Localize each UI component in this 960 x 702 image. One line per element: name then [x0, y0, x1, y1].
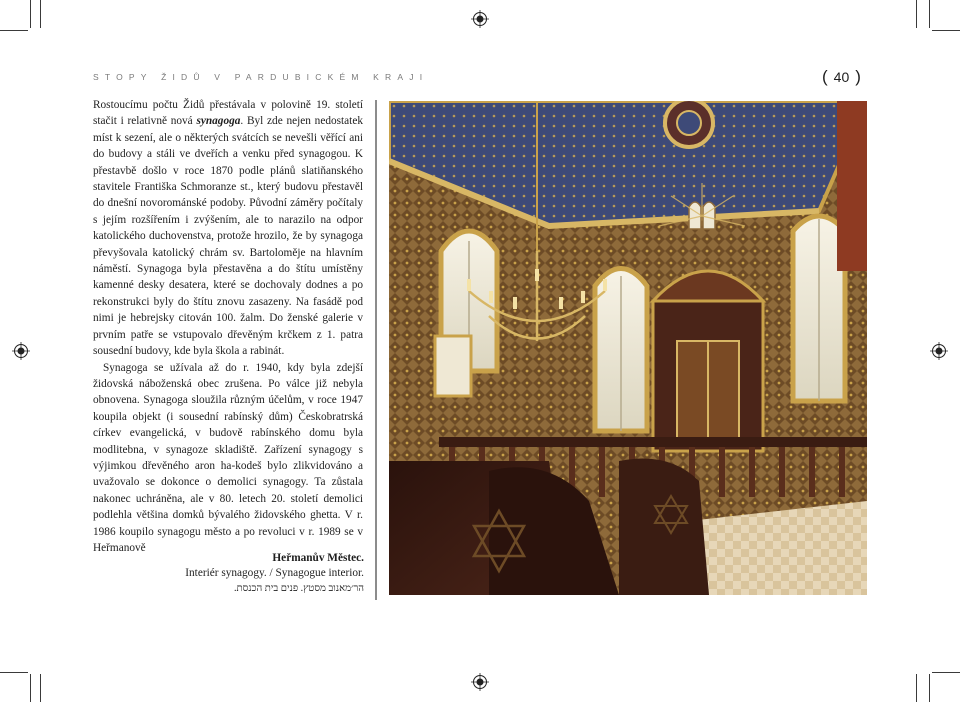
column-rule: [375, 100, 377, 600]
crop-mark-top-left-h: [0, 30, 28, 31]
page-number-value: 40: [833, 69, 850, 85]
crop-mark-top-right-v: [929, 0, 930, 28]
paragraph-2: Synagoga se užívala až do r. 1940, kdy byla zdejší židovská náboženská obec zrušena. Po válce již nebyla obnovena. Synagoga sloužila různým účelům, v roce 1947 koupila objekt (i sousední rabínský dům) Českobratrská církev evangelická, v budově rabínského domu byla modlitebna, v synagoze skladiště. Zařízení synagogy s výjimkou dřevěného aron ha-kodeš bylo zlikvidováno a uvažovalo se dokonce o demolici synagogy. Ta zůstala nakonec uchráněna, ale v 80. letech 20. století demolici podlehla většina domků bývalého židovského ghetta. V r. 1986 koupilo synagogu město a po revoluci v r. 1989 se v Heřmanově: [93, 361, 363, 554]
crop-mark-bottom-left-h: [0, 672, 28, 673]
crop-mark-bottom-v2: [40, 674, 41, 702]
synagogue-interior-photo: [389, 101, 867, 595]
crop-mark-top-left-v: [30, 0, 31, 28]
paragraph-1-rest: . Byl zde nejen nedostatek míst k sezení, ale o některých svátcích se nevešli věřící ani do budovy a stáli ve dveřích a venku před synagogou. K přestavbě došlo v roce 1870 podle plánů slatiňanského stavitele Františka Schmoranze st., který budovu přestavěl do dnešní novorománské podoby. Původní záměry počítaly s jejím rozšířením i zvýšením, ale to narazilo na odpor katolického duchovenstva, protože hrozilo, že by synagoga převyšovala katolický chrám sv. Bartoloměje na hlavním náměstí. Synagoga byla přestavěna a do štítu umístěny kamenné desky desatera, které se dochovaly dodnes a po rekonstrukci byly do štítu znovu zasazeny. Na fasádě pod nimi je hebrejsky citován 100. žalm. Do ženské galerie v prvním patře se vstupovalo dřevěným krčkem z 1. patra sousední budovy, kde byla škola a rabinát.: [93, 115, 363, 358]
body-text-column: [93, 97, 363, 556]
photo-caption: [150, 551, 364, 596]
registration-mark-right-icon: [930, 342, 948, 360]
synagogue-interior-illustration: [389, 101, 867, 595]
crop-mark-bottom-left-v: [30, 674, 31, 702]
caption-place: Heřmanův Městec.: [272, 552, 364, 564]
running-head: STOPY ŽIDŮ V PARDUBICKÉM KRAJI: [93, 72, 429, 82]
folio-open: (: [822, 67, 828, 86]
crop-mark-bottom-v3: [916, 674, 917, 702]
page-number: [822, 67, 861, 87]
crop-mark-bottom-right-v: [929, 674, 930, 702]
caption-hebrew: הר׳מאנוב מסטץ. פנים בית הכנסת.: [234, 583, 364, 594]
caption-description: Interiér synagogy. / Synagogue interior.: [185, 567, 364, 579]
registration-mark-bottom-icon: [471, 673, 489, 691]
crop-mark-top-right-h: [932, 30, 960, 31]
crop-mark-bottom-right-h: [932, 672, 960, 673]
folio-close: ): [855, 67, 861, 86]
registration-mark-top-icon: [471, 10, 489, 28]
crop-mark-top-v2: [40, 0, 41, 28]
paragraph-1-start: Rostoucímu počtu Židů přestávala v polovině 19. století stačit i relativně nová: [93, 99, 363, 128]
crop-mark-top-v3: [916, 0, 917, 28]
emphasis-synagoga: synagoga: [196, 115, 241, 128]
registration-mark-left-icon: [12, 342, 30, 360]
paragraph-1: [93, 97, 363, 360]
